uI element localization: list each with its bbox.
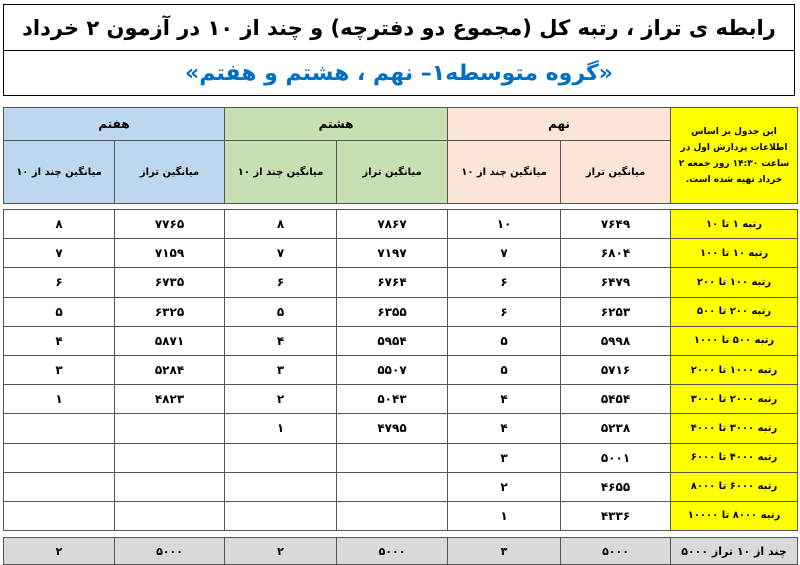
eighth-taraz-cell: ۶۳۵۵ — [337, 297, 448, 326]
rank-range-cell: رتبه ۱ تا ۱۰ — [671, 210, 798, 239]
seventh-taraz-cell: ۵۸۷۱ — [115, 326, 225, 355]
ninth-ten-cell: ۱۰ — [448, 210, 561, 239]
rank-range-cell: رتبه ۵۰۰ تا ۱۰۰۰ — [671, 326, 798, 355]
seventh-ten-cell — [4, 414, 115, 443]
grade-header-seventh: هفتم — [4, 108, 225, 141]
eighth-ten-cell — [225, 443, 337, 472]
eighth-taraz-cell — [337, 443, 448, 472]
eighth-ten-cell: ۸ — [225, 210, 337, 239]
eighth-taraz-cell: ۴۷۹۵ — [337, 414, 448, 443]
eighth-taraz-cell: ۵۹۵۴ — [337, 326, 448, 355]
seventh-taraz-cell — [115, 414, 225, 443]
page-title: رابطه ی تراز ، رتبه کل (مجموع دو دفترچه) و چند از ۱۰ در آزمون ۲ خرداد — [4, 5, 794, 51]
ninth-ten-cell: ۲ — [448, 472, 561, 501]
eighth-taraz-cell: ۷۱۹۷ — [337, 239, 448, 268]
ninth-taraz-cell: ۵۲۳۸ — [561, 414, 671, 443]
ninth-ten-cell: ۶ — [448, 297, 561, 326]
rank-range-cell: رتبه ۸۰۰۰ تا ۱۰۰۰۰ — [671, 501, 798, 530]
col-header-avg-taraz: میانگین تراز — [337, 141, 448, 204]
seventh-ten-cell — [4, 472, 115, 501]
seventh-taraz-cell — [115, 501, 225, 530]
table-row — [4, 443, 798, 472]
eighth-ten-cell — [225, 501, 337, 530]
ninth-taraz-cell: ۴۳۳۶ — [561, 501, 671, 530]
seventh-taraz-cell: ۶۳۲۵ — [115, 297, 225, 326]
seventh-taraz-cell: ۵۲۸۴ — [115, 355, 225, 384]
eighth-taraz-cell: ۷۸۶۷ — [337, 210, 448, 239]
ninth-ten-cell: ۴ — [448, 414, 561, 443]
seventh-ten-cell: ۳ — [4, 355, 115, 384]
table-note: این جدول بر اساس اطلاعات پردازش اول در ساعت ۱۴:۳۰ روز جمعه ۲ خرداد تهیه شده است. — [671, 108, 798, 204]
footer-label: چند از ۱۰ تراز ۵۰۰۰ — [671, 538, 798, 565]
eighth-taraz-cell: ۶۷۶۴ — [337, 268, 448, 297]
footer-seventh-taraz-cell: ۵۰۰۰ — [115, 538, 225, 565]
footer-eighth-taraz-cell: ۵۰۰۰ — [337, 538, 448, 565]
ninth-taraz-cell: ۵۷۱۶ — [561, 355, 671, 384]
table-row — [4, 355, 798, 384]
col-header-avg-of-ten: میانگین چند از ۱۰ — [225, 141, 337, 204]
seventh-ten-cell: ۸ — [4, 210, 115, 239]
rank-range-cell: رتبه ۲۰۰ تا ۵۰۰ — [671, 297, 798, 326]
footer-ninth-taraz-cell: ۵۰۰۰ — [561, 538, 671, 565]
rank-range-cell: رتبه ۱۰ تا ۱۰۰ — [671, 239, 798, 268]
footer-eighth-ten-cell: ۲ — [225, 538, 337, 565]
seventh-ten-cell — [4, 443, 115, 472]
footer-ninth-ten-cell: ۳ — [448, 538, 561, 565]
seventh-taraz-cell — [115, 472, 225, 501]
eighth-taraz-cell: ۵۰۴۳ — [337, 385, 448, 414]
table-row — [4, 326, 798, 355]
seventh-ten-cell: ۷ — [4, 239, 115, 268]
ninth-taraz-cell: ۶۴۷۹ — [561, 268, 671, 297]
separator — [4, 531, 798, 538]
seventh-taraz-cell — [115, 443, 225, 472]
seventh-ten-cell: ۵ — [4, 297, 115, 326]
title-box — [3, 4, 795, 96]
table-row — [4, 239, 798, 268]
rank-range-cell: رتبه ۳۰۰۰ تا ۴۰۰۰ — [671, 414, 798, 443]
ninth-ten-cell: ۳ — [448, 443, 561, 472]
eighth-ten-cell: ۵ — [225, 297, 337, 326]
col-header-avg-of-ten: میانگین چند از ۱۰ — [4, 141, 115, 204]
footer-seventh-ten-cell: ۲ — [4, 538, 115, 565]
seventh-ten-cell: ۴ — [4, 326, 115, 355]
table-row — [4, 472, 798, 501]
seventh-taraz-cell: ۷۱۵۹ — [115, 239, 225, 268]
eighth-taraz-cell: ۵۵۰۷ — [337, 355, 448, 384]
seventh-taraz-cell: ۷۷۶۵ — [115, 210, 225, 239]
table-row — [4, 385, 798, 414]
rank-range-cell: رتبه ۱۰۰ تا ۲۰۰ — [671, 268, 798, 297]
eighth-taraz-cell — [337, 501, 448, 530]
table-row — [4, 268, 798, 297]
eighth-ten-cell: ۲ — [225, 385, 337, 414]
seventh-taraz-cell: ۴۸۲۳ — [115, 385, 225, 414]
ninth-taraz-cell: ۶۲۵۳ — [561, 297, 671, 326]
ninth-ten-cell: ۷ — [448, 239, 561, 268]
table-row — [4, 210, 798, 239]
ninth-taraz-cell: ۷۶۴۹ — [561, 210, 671, 239]
ninth-taraz-cell: ۵۹۹۸ — [561, 326, 671, 355]
ninth-ten-cell: ۴ — [448, 385, 561, 414]
table-row — [4, 501, 798, 530]
page-subtitle: «گروه متوسطه۱– نهم ، هشتم و هفتم» — [184, 60, 614, 86]
ninth-ten-cell: ۵ — [448, 326, 561, 355]
seventh-ten-cell: ۱ — [4, 385, 115, 414]
footer-row — [4, 538, 798, 565]
ninth-taraz-cell: ۴۶۵۵ — [561, 472, 671, 501]
rank-range-cell: رتبه ۶۰۰۰ تا ۸۰۰۰ — [671, 472, 798, 501]
grade-header-eighth: هشتم — [225, 108, 448, 141]
ninth-taraz-cell: ۶۸۰۴ — [561, 239, 671, 268]
col-header-avg-taraz: میانگین تراز — [115, 141, 225, 204]
ninth-taraz-cell: ۵۰۰۱ — [561, 443, 671, 472]
eighth-ten-cell: ۳ — [225, 355, 337, 384]
eighth-taraz-cell — [337, 472, 448, 501]
seventh-ten-cell: ۶ — [4, 268, 115, 297]
results-table — [3, 107, 798, 565]
ninth-ten-cell: ۶ — [448, 268, 561, 297]
ninth-ten-cell: ۱ — [448, 501, 561, 530]
ninth-ten-cell: ۵ — [448, 355, 561, 384]
rank-range-cell: رتبه ۲۰۰۰ تا ۳۰۰۰ — [671, 385, 798, 414]
rank-range-cell: رتبه ۴۰۰۰ تا ۶۰۰۰ — [671, 443, 798, 472]
seventh-ten-cell — [4, 501, 115, 530]
table-row — [4, 297, 798, 326]
eighth-ten-cell — [225, 472, 337, 501]
rank-range-cell: رتبه ۱۰۰۰ تا ۲۰۰۰ — [671, 355, 798, 384]
grade-header-ninth: نهم — [448, 108, 671, 141]
eighth-ten-cell: ۴ — [225, 326, 337, 355]
eighth-ten-cell: ۱ — [225, 414, 337, 443]
col-header-avg-of-ten: میانگین چند از ۱۰ — [448, 141, 561, 204]
seventh-taraz-cell: ۶۷۳۵ — [115, 268, 225, 297]
eighth-ten-cell: ۷ — [225, 239, 337, 268]
eighth-ten-cell: ۶ — [225, 268, 337, 297]
col-header-avg-taraz: میانگین تراز — [561, 141, 671, 204]
ninth-taraz-cell: ۵۴۵۴ — [561, 385, 671, 414]
table-row — [4, 414, 798, 443]
